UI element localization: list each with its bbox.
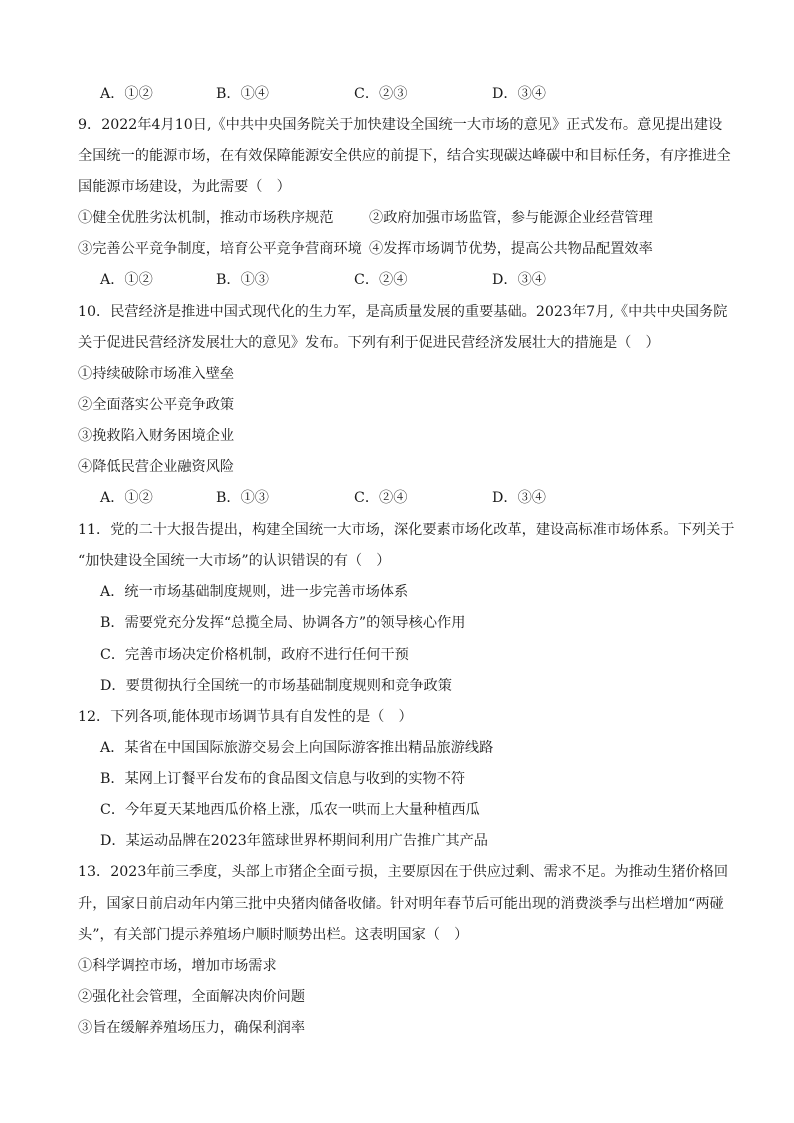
- q9-stem-line-2: 全国统一的能源市场，在有效保障能源安全供应的前提下，结合实现碳达峰碳中和目标任务，有序推进全: [78, 148, 731, 164]
- q8-option-d[interactable]: D．③④: [492, 86, 546, 102]
- q8-option-c[interactable]: C．②③: [354, 86, 408, 102]
- q12-option-a[interactable]: A．某省在中国国际旅游交易会上向国际游客推出精品旅游线路: [100, 740, 494, 756]
- q12-option-b[interactable]: B．某网上订餐平台发布的食品图文信息与收到的实物不符: [100, 771, 466, 787]
- q9-statement-row-1: [78, 208, 728, 228]
- q10-statement-1: ①持续破除市场准入壁垒: [78, 366, 235, 382]
- q12-option-d[interactable]: D．某运动品牌在2023年篮球世界杯期间利用广告推广其产品: [100, 833, 488, 849]
- q11-option-c[interactable]: C．完善市场决定价格机制，政府不进行任何干预: [100, 647, 409, 663]
- q10-statement-2: ②全面落实公平竞争政策: [78, 397, 235, 413]
- q9-statement-2: ②政府加强市场监管，参与能源企业经营管理: [369, 210, 653, 226]
- q9-option-b[interactable]: B．①③: [216, 272, 269, 288]
- q8-option-a[interactable]: A．①②: [100, 86, 153, 102]
- q11-option-b[interactable]: B．需要党充分发挥“总揽全局、协调各方”的领导核心作用: [100, 615, 466, 631]
- q10-option-a[interactable]: A．①②: [100, 490, 153, 506]
- q10-statement-3: ③挽救陷入财务困境企业: [78, 428, 235, 444]
- q10-option-d[interactable]: D．③④: [492, 490, 546, 506]
- q13-statement-3: ③旨在缓解养殖场压力，确保利润率: [78, 1020, 306, 1036]
- q9-statement-1: ①健全优胜劣汰机制，推动市场秩序规范: [78, 210, 334, 226]
- q10-option-c[interactable]: C．②④: [354, 490, 408, 506]
- q8-option-b[interactable]: B．①④: [216, 86, 269, 102]
- q13-stem-line-2: 升，国家日前启动年内第三批中央猪肉储备收储。针对明年春节后可能出现的消费淡季与出栏增加“两碰: [78, 896, 724, 912]
- q11-stem-line-2: “加快建设全国统一大市场”的认识错误的有（ ）: [78, 553, 391, 569]
- q9-statement-3: ③完善公平竞争制度，培育公平竞争营商环境: [78, 241, 362, 257]
- q11-option-a[interactable]: A．统一市场基础制度规则，进一步完善市场体系: [100, 584, 409, 600]
- q9-statement-row-2: [78, 239, 728, 259]
- q12-stem-line-1: 12．下列各项,能体现市场调节具有自发性的是（ ）: [78, 709, 413, 725]
- q11-option-d[interactable]: D．要贯彻执行全国统一的市场基础制度规则和竞争政策: [100, 678, 452, 694]
- q13-statement-2: ②强化社会管理，全面解决肉价问题: [78, 989, 306, 1005]
- q9-option-a[interactable]: A．①②: [100, 272, 153, 288]
- q9-option-c[interactable]: C．②④: [354, 272, 408, 288]
- q13-stem-line-1: 13．2023年前三季度，头部上市猪企全面亏损，主要原因在于供应过剩、需求不足。为推动生猪价格回: [78, 864, 729, 880]
- q10-stem-line-2: 关于促进民营经济发展壮大的意见》发布。下列有利于促进民营经济发展壮大的措施是（ ）: [78, 335, 660, 351]
- q10-option-b[interactable]: B．①③: [216, 490, 269, 506]
- q13-statement-1: ①科学调控市场，增加市场需求: [78, 958, 277, 974]
- q9-option-d[interactable]: D．③④: [492, 272, 546, 288]
- q13-stem-line-3: 头”，有关部门提示养殖场户顺时顺势出栏。这表明国家（ ）: [78, 927, 469, 943]
- q10-stem-line-1: 10．民营经济是推进中国式现代化的生力军，是高质量发展的重要基础。2023年7月,《中共中央国务院: [78, 304, 728, 320]
- q9-stem-line-1: 9．2022年4月10日,《中共中央国务院关于加快建设全国统一大市场的意见》正式发布。意见提出建设: [78, 117, 723, 133]
- q10-statement-4: ④降低民营企业融资风险: [78, 459, 235, 475]
- q12-option-c[interactable]: C．今年夏天某地西瓜价格上涨，瓜农一哄而上大量种植西瓜: [100, 802, 480, 818]
- q9-statement-4: ④发挥市场调节优势，提高公共物品配置效率: [369, 241, 653, 257]
- q9-stem-line-3: 国能源市场建设，为此需要（ ）: [78, 179, 291, 195]
- q11-stem-line-1: 11．党的二十大报告提出，构建全国统一大市场，深化要素市场化改革，建设高标准市场体系。下列关于: [78, 522, 735, 538]
